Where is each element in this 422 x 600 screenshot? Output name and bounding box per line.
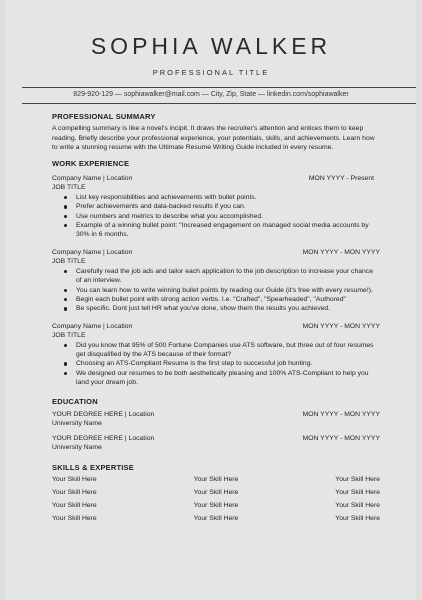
degree-line: YOUR DEGREE HERE | Location: [52, 410, 155, 418]
skills-heading: SKILLS & EXPERTISE: [52, 462, 134, 472]
education-location: Location: [128, 410, 155, 418]
skill-item: Your Skill Here: [193, 476, 239, 483]
skill-item: Your Skill Here: [335, 489, 380, 496]
job-company-line: Company Name | Location: [52, 175, 133, 183]
job-entry: [52, 174, 380, 240]
skill-item: Your Skill Here: [52, 489, 97, 496]
university-name: University Name: [52, 444, 102, 452]
skill-item: Your Skill Here: [335, 515, 380, 522]
job-bullets: [52, 341, 380, 388]
job-title: JOB TITLE: [52, 184, 86, 192]
job-dates: MON YYYY - MON YYYY: [302, 248, 380, 256]
skill-item: Your Skill Here: [193, 502, 239, 509]
list-item: Prefer achievements and data-backed results if you can.: [62, 202, 380, 211]
skill-item: Your Skill Here: [193, 515, 239, 522]
resume-page: [6, 0, 416, 600]
education-dates: MON YYYY - MON YYYY: [302, 434, 380, 442]
university-name: University Name: [52, 420, 102, 428]
skills-grid: [52, 475, 380, 523]
list-item: Choosing an ATS-Compliant Resume is the first step to successful job hunting.: [62, 359, 380, 368]
list-item: Begin each bullet point with strong action verbs. I.e. "Crafted", "Spearheaded", "Authored": [62, 295, 380, 304]
list-item: We designed our resumes to be both aesthetically pleasing and 100% ATS-Compliant to help you land your dream job.: [62, 369, 380, 388]
education-dates: MON YYYY - MON YYYY: [302, 410, 380, 418]
job-company-line: Company Name | Location: [52, 322, 133, 330]
job-header: [52, 248, 380, 257]
job-header: [52, 174, 380, 183]
company-name: Company Name: [52, 175, 102, 183]
list-item: List key responsibilities and achievements with bullet points.: [62, 193, 380, 202]
job-location: Location: [106, 175, 133, 183]
education-header: [52, 410, 380, 419]
experience-heading: WORK EXPERIENCE: [52, 158, 130, 168]
degree-name: YOUR DEGREE HERE: [52, 410, 124, 418]
education-entry: [52, 410, 380, 429]
skill-item: Your Skill Here: [335, 502, 380, 509]
job-title: JOB TITLE: [52, 332, 86, 340]
professional-title: PROFESSIONAL TITLE: [152, 68, 270, 77]
job-dates: MON YYYY - Present: [308, 175, 374, 183]
skill-item: Your Skill Here: [52, 476, 97, 483]
job-company-line: Company Name | Location: [52, 248, 133, 256]
header-divider-bottom: [22, 103, 416, 104]
summary-text: A compelling summary is like a novel's incipit. It draws the recruiter's attention and entices them to keep reading. Briefly describe your professional experience, your potentials, skills, and achievements. Learn how to write a stunning resume with the Ultimate Resume Writing Guide included in every resume.: [52, 125, 375, 152]
list-item: Example of a winning bullet point: "Increased engagement on managed social media accounts by 30% in 6 months.: [62, 221, 380, 240]
summary-heading: PROFESSIONAL SUMMARY: [52, 112, 156, 121]
skill-item: Your Skill Here: [335, 476, 380, 483]
education-heading: EDUCATION: [52, 396, 98, 406]
education-header: [52, 434, 380, 443]
skill-item: Your Skill Here: [52, 515, 97, 522]
job-dates: MON YYYY - MON YYYY: [302, 322, 380, 330]
contact-line: 829-920-129 — sophiawalker@mail.com — City, Zip, State — linkedin.com/sophiawalker: [73, 91, 349, 98]
header-divider-top: [22, 87, 416, 88]
list-item: Be specific. Dont just tell HR what you've done, show them the results you achieved.: [62, 304, 380, 313]
job-location: Location: [106, 322, 133, 330]
company-name: Company Name: [52, 248, 102, 256]
education-entry: [52, 434, 380, 453]
degree-line: YOUR DEGREE HERE | Location: [52, 434, 155, 442]
resume-content: [52, 112, 380, 523]
list-item: Carefully read the job ads and tailor each application to the job description to increase your chance of an interview.: [62, 267, 380, 286]
degree-name: YOUR DEGREE HERE: [52, 434, 124, 442]
job-header: [52, 322, 380, 331]
skill-item: Your Skill Here: [193, 489, 239, 496]
job-entry: [52, 322, 380, 388]
education-location: Location: [128, 434, 155, 442]
job-bullets: [52, 267, 380, 314]
job-bullets: [52, 193, 380, 240]
job-location: Location: [106, 248, 133, 256]
job-entry: [52, 248, 380, 314]
company-name: Company Name: [52, 322, 102, 330]
list-item: You can learn how to write winning bullet points by reading our Guide (it's free with every resume!).: [62, 286, 380, 295]
skill-item: Your Skill Here: [52, 502, 97, 509]
job-title: JOB TITLE: [52, 258, 86, 266]
list-item: Use numbers and metrics to describe what you accomplished.: [62, 212, 380, 221]
candidate-name: SOPHIA WALKER: [90, 33, 332, 59]
list-item: Did you know that 95% of 500 Fortune Companies use ATS software, but three out of four resumes get disqualified by the ATS because of their format?: [62, 341, 380, 360]
